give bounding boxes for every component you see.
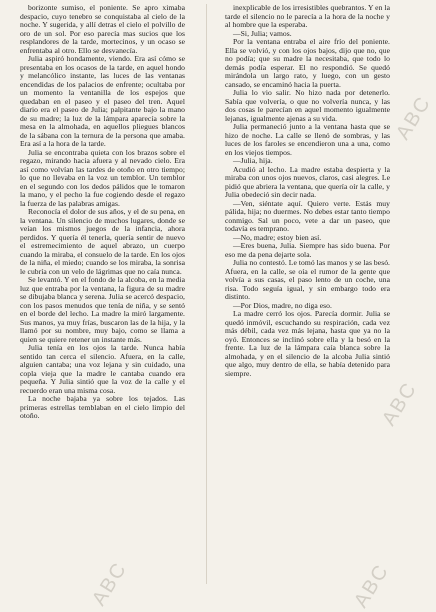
paragraph: inexplicable de los irresistibles quebrantos. Y en la tarde el silencio no le parecía a la hora de la noche y al hombre que la esperaba.	[225, 3, 390, 29]
paragraph: La noche bajaba ya sobre los tejados. Las primeras estrellas temblaban en el cielo limpio del otoño.	[20, 394, 185, 420]
text-column-right	[225, 4, 390, 378]
abc-watermark: ABC	[88, 558, 132, 610]
paragraph: Se levantó. Y en el fondo de la alcoba, en la media luz que entraba por la ventana, la figura de su madre se dibujaba blanca y serena. Julia se acercó despacio, con los pasos menudos que tenía de niña, y se sentó en el borde del lecho. La madre la miró largamente. Sus manos, ya muy frías, buscaron las de la hija, y la llamó por su nombre, muy bajo, como se llama a quien se quiere retener un instante más.	[20, 275, 185, 344]
abc-watermark: ABC	[392, 92, 436, 144]
paragraph: Julia permaneció junto a la ventana hasta que se hizo de noche. La calle se llenó de sombras, y las luces de los faroles se encendieron una a una, como en los viejos tiempos.	[225, 122, 390, 157]
column-gutter	[206, 4, 207, 584]
paragraph: Reconocía el dolor de sus años, y el de su pena, en la ventana. Un silencio de muchos lugares, donde se veían los mismos juegos de la infancia, ahora perdidos. Y quería él tenerla, quería sentir de nuevo el estremecimiento de aquel abrazo, un cuerpo cuando la miraba, el consuelo de la tarde. En los ojos de la niña, el miedo; cuando se los miraba, la sonrisa le cubría con un velo de lágrimas que no caía nunca.	[20, 207, 185, 276]
paragraph: Julia aspiró hondamente, viendo. Era así cómo se presentaba en los ocasos de la tarde, en aquel hondo y melancólico instante, las luces de las ventanas encendidas de los palacios de enfrente; ocultaba por un momento la ventanilla de los espejos que quedaban en el paseo y el paseo del tren. Aquel diario era el paseo de Julia; palpitante bajo la mano de su madre; la luz de la lámpara aparecía sobre la mesa en la almohada, en aquellos pliegues blancos de la sábana con la ternura de la persona que amaba. Era así a la hora de la tarde.	[20, 54, 185, 148]
paragraph: Julia lo vio salir. No hizo nada por detenerlo. Sabía que volvería, o que no volvería nunca, y las dos cosas le parecían en aquel momento igualmente lejanas, igualmente ajenas a su vida.	[225, 88, 390, 123]
paragraph: —No, madre; estoy bien así.	[233, 232, 322, 242]
paragraph: Acudió al lecho. La madre estaba despierta y la miraba con unos ojos nuevos, claros, casi alegres. Le pidió que abriera la ventana, que quería oír la calle, y Julia obedeció sin decir nada.	[225, 164, 390, 199]
paragraph: Por la ventana entraba el aire frío del poniente. Ella se volvió, y con los ojos bajos, dijo que no, que no podía; que su madre la necesitaba, que todo lo demás podía esperar. El no respondió. Se quedó mirándola un largo rato, y luego, con un gesto cansado, se encaminó hacia la puerta.	[225, 37, 390, 89]
paragraph: Julia se encontraba quieta con los brazos sobre el regazo, mirando hacia afuera y al nevado cielo. Era así como volvían las tardes de otoño en otro tiempo; lo que no llevaba en la voz un temblor. Un temblor en el segundo con los dedos pálidos que le tomaron la mano, y el pecho la fue cogiendo desde el regazo la fuerza de las palabras amigas.	[20, 147, 185, 208]
paragraph: Julia tenía en los ojos la tarde. Nunca había sentido tan cerca el silencio. Afuera, en la calle, alguien cantaba; una voz lejana y sin cuidado, una copla vieja que la madre le cantaba cuando era pequeña. Y Julia sintió que la voz de la calle y el recuerdo eran una misma cosa.	[20, 343, 185, 395]
paragraph: Julia no contestó. Le tomó las manos y se las besó. Afuera, en la calle, se oía el rumor de la gente que volvía a sus casas, el paso lento de un coche, una risa. Todo seguía igual, y sin embargo todo era distinto.	[225, 258, 390, 301]
paragraph: borizonte sumiso, el poniente. Se apro ximaba despacio, cuyo tenebro se conquistaba al cielo de la noche. Y sugerida, y allí detras el cielo el polvillo de oro de un sol. Por eso parecía mas sucios que los resplandores de la tarde, mortecinos, y un ocaso se enfrentaba al otro. Ello se desvanecía.	[20, 3, 185, 55]
paragraph: —Eres buena, Julia. Siempre has sido buena. Por eso me da pena dejarte sola.	[225, 241, 390, 259]
paragraph: —Por Dios, madre, no diga eso.	[233, 300, 332, 310]
text-column-left	[20, 4, 185, 421]
paragraph: —Si, Julia; vamos.	[233, 28, 292, 38]
paragraph: —Julia, hija.	[233, 156, 273, 165]
paragraph: —Ven, siéntate aquí. Quiero verte. Estás muy pálida, hija; no duermes. No debes estar tanto tiempo conmigo. Sal un poco, vete a dar un paseo, que todavía es temprano.	[225, 198, 390, 233]
abc-watermark: ABC	[350, 560, 394, 612]
paragraph: La madre cerró los ojos. Parecía dormir. Julia se quedó inmóvil, escuchando su respiración, cada vez más débil, cada vez más lejana, hasta que ya no la oyó. Entonces se inclinó sobre ella y la besó en la frente. La luz de la lámpara caía blanca sobre la almohada, y en el silencio de la alcoba Julia sintió que algo, muy dentro de ella, se había detenido para siempre.	[225, 309, 390, 378]
abc-watermark: ABC	[378, 378, 422, 430]
